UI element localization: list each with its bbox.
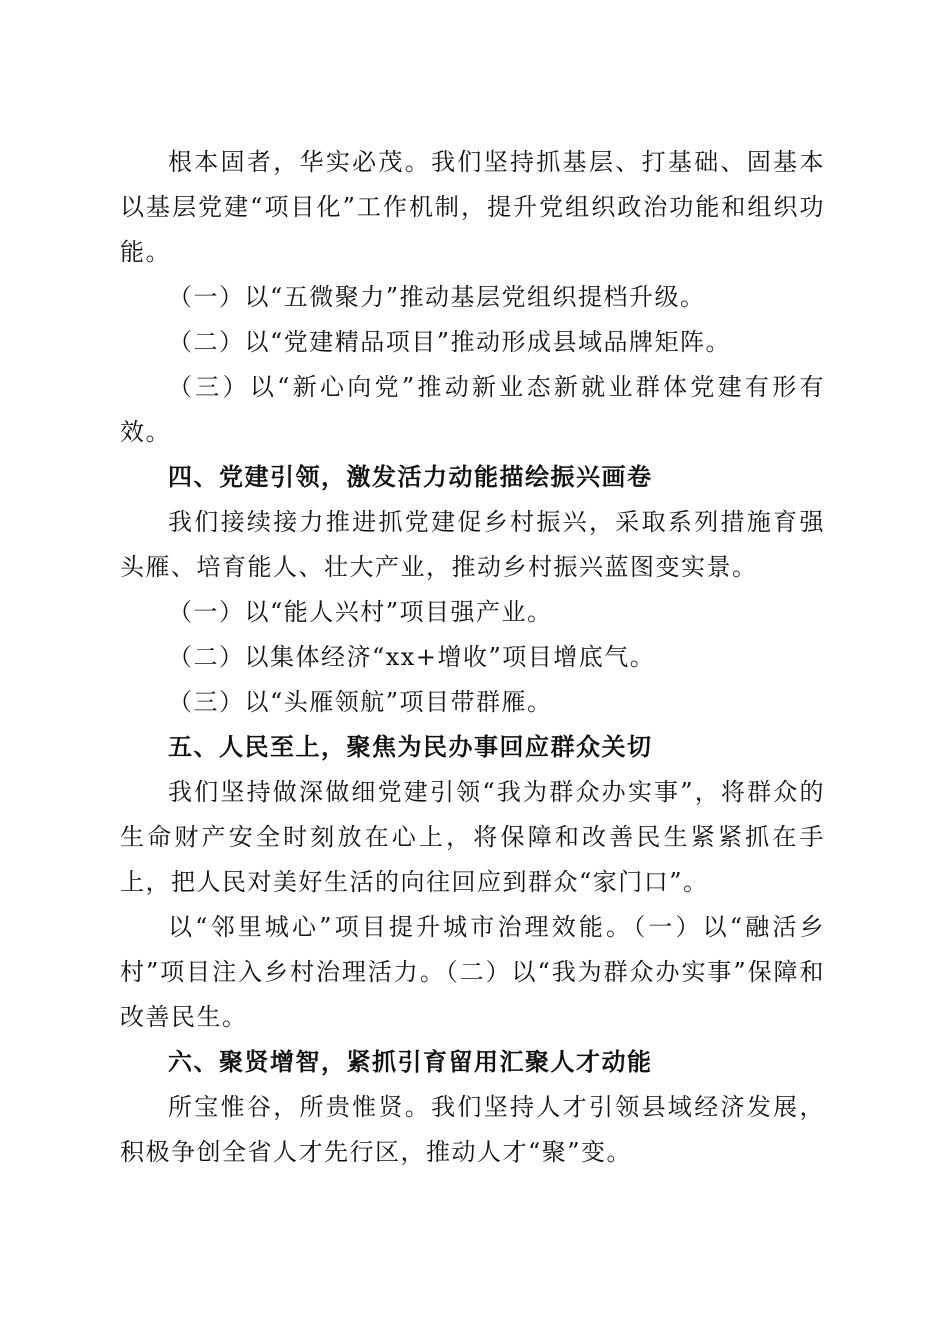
section-heading-4: 四、党建引领，激发活力动能描绘振兴画卷 [168,463,653,491]
list-item-1: （一）以“五微聚力”推动基层党组织提档升级。 [168,283,706,311]
list-item-4-3: （三）以“头雁领航”项目带群雁。 [168,688,553,716]
section-heading-5: 五、人民至上，聚焦为民办事回应群众关切 [168,733,653,761]
paragraph-section-4: 我们接续接力推进抓党建促乡村振兴，采取系列措施育强头雁、培育能人、壮大产业，推动乡村振兴蓝图变实景。 [120,508,825,581]
paragraph-section-6: 所宝惟谷，所贵惟贤。我们坚持人才引领县域经济发展，积极争创全省人才先行区，推动人才“聚”变。 [120,1093,825,1166]
list-item-4-2: （二）以集体经济“xx+增收”项目增底气。 [168,643,656,671]
paragraph-section-5: 我们坚持做深做细党建引领“我为群众办实事”，将群众的生命财产安全时刻放在心上，将保障和改善民生紧紧抓在手上，把人民对美好生活的向往回应到群众“家门口”。 [120,778,825,896]
list-item-2: （二）以“党建精品项目”推动形成县域品牌矩阵。 [168,328,732,356]
document-body [120,140,825,1175]
list-item-3: （三）以“新心向党”推动新业态新就业群体党建有形有效。 [120,373,825,446]
list-item-4-1: （一）以“能人兴村”项目强产业。 [168,598,553,626]
paragraph-intro: 根本固者，华实必茂。我们坚持抓基层、打基础、固基本以基层党建“项目化”工作机制，提升党组织政治功能和组织功能。 [120,148,825,266]
paragraph-section-5-items: 以“邻里城心”项目提升城市治理效能。（一）以“融活乡村”项目注入乡村治理活力。（二）以“我为群众办实事”保障和改善民生。 [120,913,825,1031]
section-heading-6: 六、聚贤增智，紧抓引育留用汇聚人才动能 [168,1048,653,1076]
